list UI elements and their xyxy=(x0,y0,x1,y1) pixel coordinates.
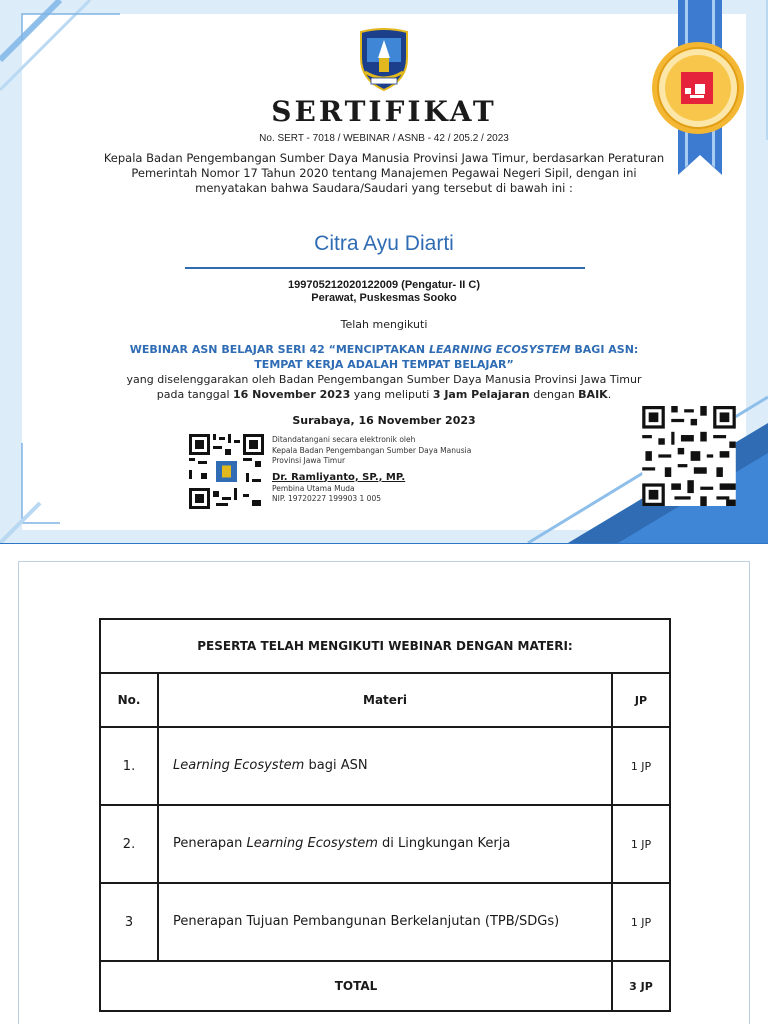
signer-name: Dr. Ramliyanto, SP., MP. xyxy=(272,471,406,483)
certificate-number: No. SERT - 7018 / WEBINAR / ASNB - 42 / 205.2 / 2023 xyxy=(259,133,509,144)
webinar-title-line1 xyxy=(0,342,768,357)
organizer-line: yang diselenggarakan oleh Badan Pengembangan Sumber Daya Manusia Provinsi Jawa Timur xyxy=(126,373,642,386)
east-java-crest-logo xyxy=(357,28,411,92)
column-no: No. xyxy=(100,673,158,727)
certificate-intro: Kepala Badan Pengembangan Sumber Daya Manusia Provinsi Jawa Timur, berdasarkan Peraturan Pemerintah Nomor 17 Tahun 2020 tentang Manajemen Pegawai Negeri Sipil, dengan ini menyatakan bahwa Saudara/Saudari yang tersebut di bawah ini : xyxy=(103,151,665,195)
sign-note-3: Provinsi Jawa Timur xyxy=(272,456,346,465)
materi-text-after: bagi ASN xyxy=(304,758,368,773)
certificate-title: SERTIFIKAT xyxy=(271,95,497,128)
recipient-nip: 199705212020122009 (Pengatur- II C) xyxy=(287,279,480,291)
date-prefix: pada tanggal xyxy=(156,388,234,401)
row-materi xyxy=(158,727,612,805)
row-number: 2. xyxy=(100,805,158,883)
table-row xyxy=(100,727,670,805)
webinar-title xyxy=(0,342,768,372)
lesson-hours: 3 Jam Pelajaran xyxy=(432,388,530,401)
row-jp: 1 JP xyxy=(612,883,670,961)
sign-note-2: Kepala Badan Pengembangan Sumber Daya Manusia xyxy=(272,445,472,455)
sign-place-date: Surabaya, 16 November 2023 xyxy=(292,414,476,427)
verification-qr-code xyxy=(642,406,736,506)
webinar-italic: LEARNING ECOSYSTEM xyxy=(428,343,571,356)
row-number: 1. xyxy=(100,727,158,805)
signature-qr-code xyxy=(189,434,264,509)
total-label: TOTAL xyxy=(100,961,612,1011)
signer-rank: Pembina Utama Muda xyxy=(272,483,355,493)
row-materi xyxy=(158,883,612,961)
followed-label: Telah mengikuti xyxy=(340,318,428,331)
table-row xyxy=(100,883,670,961)
materi-text: Penerapan Tujuan Pembangunan Berkelanjutan (TPB/SDGs) xyxy=(173,914,560,929)
column-jp: JP xyxy=(612,673,670,727)
row-number: 3 xyxy=(100,883,158,961)
row-jp: 1 JP xyxy=(612,805,670,883)
column-materi: Materi xyxy=(158,673,612,727)
total-jp: 3 JP xyxy=(612,961,670,1011)
date-hours-line xyxy=(80,387,688,402)
event-date: 16 November 2023 xyxy=(233,388,351,401)
sign-note-1: Ditandatangani secara elektronik oleh xyxy=(272,435,416,444)
table-row xyxy=(100,805,670,883)
hours-prefix: yang meliputi xyxy=(350,388,433,401)
materi-text-after: di Lingkungan Kerja xyxy=(377,836,511,851)
recipient-position: Perawat, Puskesmas Sooko xyxy=(311,292,457,304)
webinar-prefix: WEBINAR ASN BELAJAR SERI 42 “MENCIPTAKAN xyxy=(129,343,429,356)
materi-text-italic: Learning Ecosystem xyxy=(173,758,305,773)
webinar-title-line2: TEMPAT KERJA ADALAH TEMPAT BELAJAR” xyxy=(254,358,514,371)
materials-table-header: PESERTA TELAH MENGIKUTI WEBINAR DENGAN MATERI: xyxy=(100,619,670,673)
organizer-statement xyxy=(80,372,688,402)
webinar-suffix: BAGI ASN: xyxy=(570,343,639,356)
materi-text-before: Penerapan xyxy=(173,836,247,851)
recipient-name: Citra Ayu Diarti xyxy=(314,232,454,255)
materi-text-italic: Learning Ecosystem xyxy=(246,836,378,851)
signature-block xyxy=(272,435,532,505)
materials-table xyxy=(99,618,671,1012)
name-underline xyxy=(185,267,585,269)
corner-decoration-bottom-left xyxy=(0,423,160,543)
grade: BAIK xyxy=(578,388,608,401)
row-materi xyxy=(158,805,612,883)
grade-prefix: dengan xyxy=(529,388,579,401)
recipient-details xyxy=(0,279,768,305)
row-jp: 1 JP xyxy=(612,727,670,805)
sentence-end: . xyxy=(607,388,612,401)
signer-nip: NIP. 19720227 199903 1 005 xyxy=(272,494,381,503)
total-row xyxy=(100,961,670,1011)
sdg-badge-ribbon xyxy=(650,0,746,175)
